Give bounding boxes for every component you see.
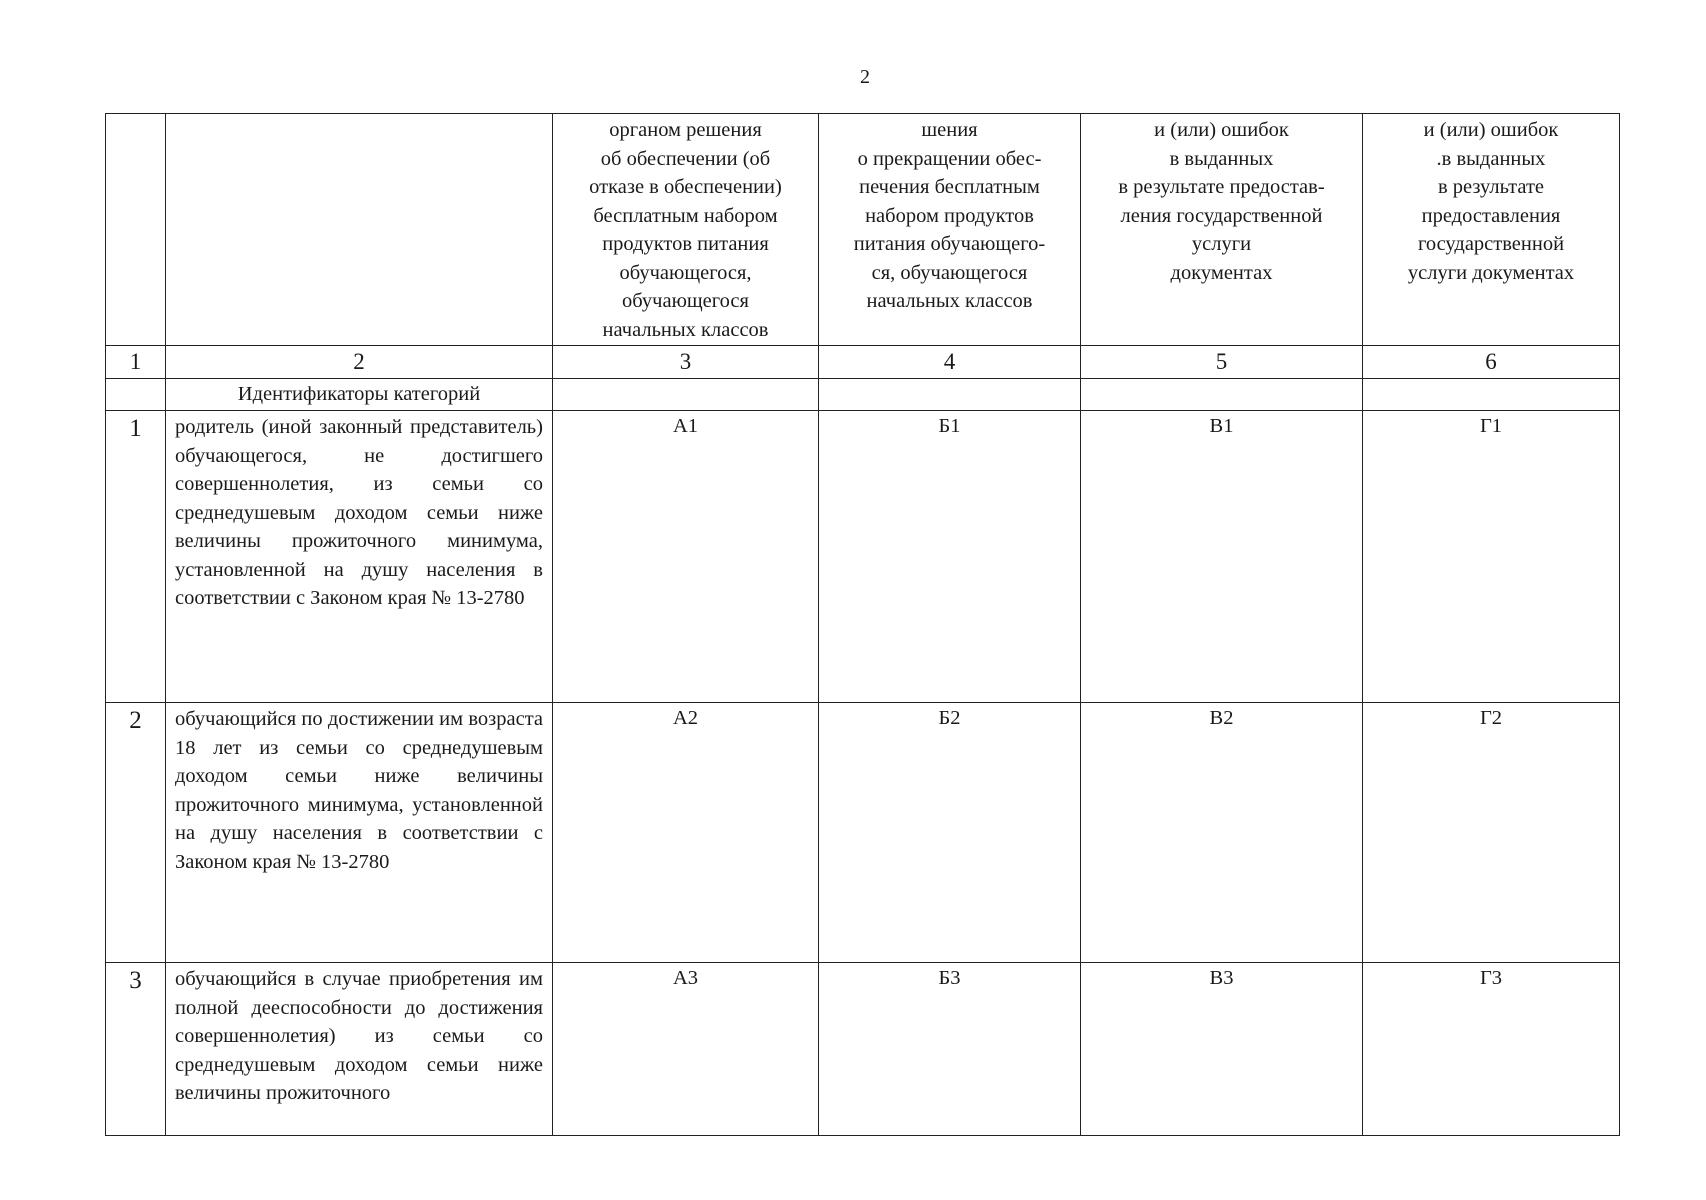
header-text-line: отказе в обеспечении) bbox=[589, 176, 782, 198]
header-text-line: начальных классов bbox=[602, 318, 769, 341]
header-text-line: в результате bbox=[1437, 176, 1545, 198]
categories-table bbox=[105, 113, 1620, 1136]
table-row bbox=[106, 411, 1620, 703]
header-text-line: органом решения bbox=[609, 119, 762, 141]
header-text-line: и (или) ошибок bbox=[1154, 119, 1289, 141]
category-code: А3 bbox=[553, 963, 819, 1136]
category-code: А2 bbox=[553, 703, 819, 963]
header-text bbox=[1081, 116, 1362, 287]
category-code: Б2 bbox=[819, 703, 1081, 963]
category-code: В3 bbox=[1081, 963, 1363, 1136]
header-text-line: ся, обучающегося bbox=[871, 261, 1028, 284]
category-code: Г1 bbox=[1363, 411, 1620, 703]
header-text-line: в выданных bbox=[1169, 147, 1274, 170]
identifiers-label: Идентификаторы категорий bbox=[166, 379, 553, 411]
category-code: В2 bbox=[1081, 703, 1363, 963]
row-number: 1 bbox=[106, 411, 166, 703]
column-number: 6 bbox=[1363, 346, 1620, 379]
header-text-line: предоставления bbox=[1421, 204, 1561, 227]
header-text bbox=[553, 116, 818, 344]
empty-cell bbox=[1081, 379, 1363, 411]
category-code: В1 bbox=[1081, 411, 1363, 703]
category-code: А1 bbox=[553, 411, 819, 703]
empty-cell bbox=[1363, 379, 1620, 411]
header-text-line: документах bbox=[1170, 261, 1273, 284]
header-text-line: шения bbox=[921, 119, 978, 141]
empty-cell bbox=[819, 379, 1081, 411]
row-number: 3 bbox=[106, 963, 166, 1136]
header-text-line: обучающегося bbox=[622, 290, 749, 312]
column-number: 3 bbox=[553, 346, 819, 379]
header-text bbox=[1363, 116, 1619, 287]
category-description: родитель (иной законный представитель) обучающегося, не достигшего совершеннолетия, из семьи со среднедушевым доходом семьи ниже величины прожиточного минимума, установленной на душу населения в соответствии с Законом края № 13-2780 bbox=[166, 411, 553, 703]
header-cell bbox=[1081, 114, 1363, 346]
header-text bbox=[819, 116, 1080, 316]
header-text-line: об обеспечении (об bbox=[600, 147, 771, 170]
header-text-line: продуктов питания bbox=[602, 233, 769, 255]
header-text-line: услуги документах bbox=[1407, 261, 1575, 284]
empty-cell bbox=[553, 379, 819, 411]
header-text-line: о прекращении обес- bbox=[857, 147, 1042, 170]
category-code: Г2 bbox=[1363, 703, 1620, 963]
table-header-row bbox=[106, 114, 1620, 346]
header-text-line: в результате предостав- bbox=[1118, 176, 1325, 198]
header-text-line: печения бесплатным bbox=[859, 176, 1040, 198]
column-number: 1 bbox=[106, 346, 166, 379]
table-row bbox=[106, 703, 1620, 963]
table-row bbox=[106, 963, 1620, 1136]
column-number: 5 bbox=[1081, 346, 1363, 379]
header-text-line: услуги bbox=[1191, 233, 1252, 255]
header-cell bbox=[819, 114, 1081, 346]
page-number: 2 bbox=[860, 66, 870, 88]
header-text-line: набором продуктов bbox=[865, 204, 1034, 227]
column-number: 2 bbox=[166, 346, 553, 379]
category-code: Б1 bbox=[819, 411, 1081, 703]
header-text-line: бесплатным набором bbox=[593, 204, 778, 227]
category-code: Г3 bbox=[1363, 963, 1620, 1136]
header-text-line: .в выданных bbox=[1436, 147, 1546, 170]
header-text-line: государственной bbox=[1417, 233, 1565, 255]
header-text-line: ления государственной bbox=[1120, 204, 1323, 227]
header-text-line: и (или) ошибок bbox=[1423, 119, 1559, 141]
category-code: Б3 bbox=[819, 963, 1081, 1136]
header-cell-empty bbox=[166, 114, 553, 346]
header-text-line: начальных классов bbox=[866, 290, 1033, 312]
header-text-line: питания обучающего- bbox=[853, 233, 1046, 255]
header-cell bbox=[553, 114, 819, 346]
header-cell-empty bbox=[106, 114, 166, 346]
category-description: обучающийся по достижении им возраста 18 лет из семьи со среднедушевым доходом семьи ниже величины прожиточного минимума, установленной на душу населения в соответствии с Законом края № 13-2780 bbox=[166, 703, 553, 963]
header-text-line: обучающегося, bbox=[619, 261, 752, 284]
header-cell bbox=[1363, 114, 1620, 346]
row-number: 2 bbox=[106, 703, 166, 963]
empty-cell bbox=[106, 379, 166, 411]
identifiers-row bbox=[106, 379, 1620, 411]
column-number: 4 bbox=[819, 346, 1081, 379]
category-description: обучающийся в случае приобретения им полной дееспособности до достижения совершеннолетия) из семьи со среднедушевым доходом семьи ниже величины прожиточного bbox=[166, 963, 553, 1136]
column-number-row bbox=[106, 346, 1620, 379]
